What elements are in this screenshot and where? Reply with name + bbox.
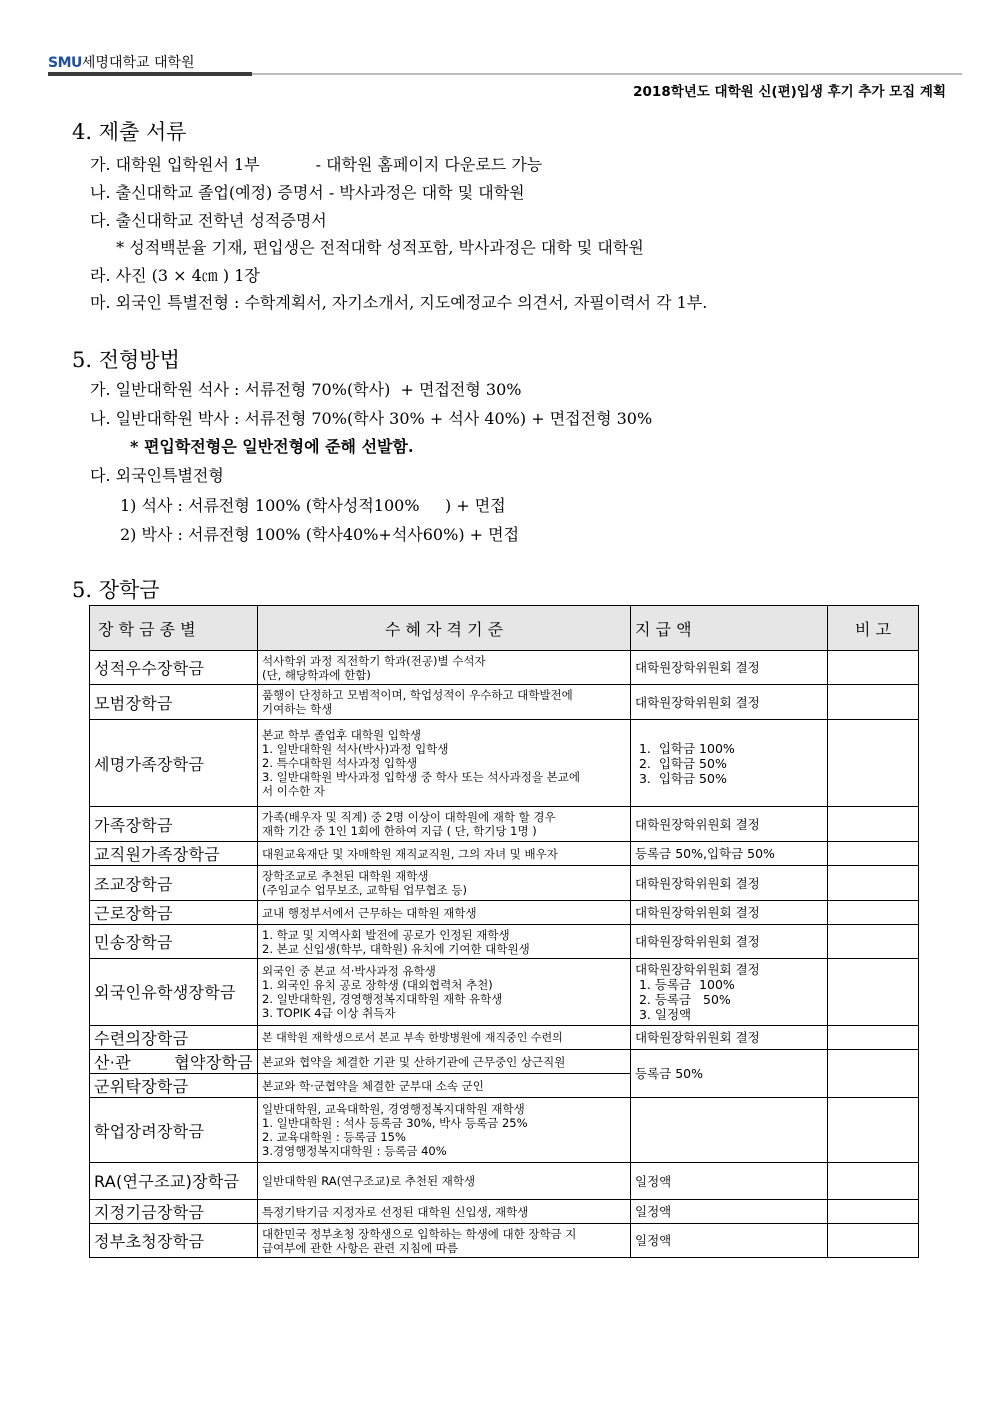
remark-cell xyxy=(828,1050,919,1098)
table-row xyxy=(90,1026,919,1050)
scholarship-name: 세명가족장학금 xyxy=(90,720,258,807)
table-row xyxy=(90,901,919,925)
criteria-cell: 일반대학원, 교육대학원, 경영행정복지대학원 재학생 1. 일반대학원 : 석사 등록금 30%, 박사 등록금 25% 2. 교육대학원 : 등록금 15% 3.경영행정복지대학원 : 등록금 40% xyxy=(258,1098,631,1163)
criteria-cell: 가족(배우자 및 직계) 중 2명 이상이 대학원에 재학 할 경우 재학 기간 중 1인 1회에 한하여 지급 ( 단, 학기당 1명 ) xyxy=(258,807,631,842)
remark-cell xyxy=(828,866,919,901)
amount-cell: 대학원장학위원회 결정 xyxy=(631,1026,828,1050)
table-row xyxy=(90,807,919,842)
criteria-cell: 본교 학부 졸업후 대학원 입학생 1. 일반대학원 석사(박사)과정 입학생 2. 특수대학원 석사과정 입학생 3. 일반대학원 박사과정 입학생 중 학사 또는 석사과정을 본교에 서 이수한 자 xyxy=(258,720,631,807)
amount-cell: 대학원장학위원회 결정 xyxy=(631,925,828,959)
remark-cell xyxy=(828,651,919,685)
table-row xyxy=(90,925,919,959)
selection-subitem: 2) 박사 : 서류전형 100% (학사40%+석사60%) + 면접 xyxy=(120,525,520,544)
header-cell: 수 혜 자 격 기 준 xyxy=(258,606,631,651)
header-cell: 비 고 xyxy=(828,606,919,651)
remark-cell xyxy=(828,1026,919,1050)
scholarship-table xyxy=(89,605,919,1258)
scholarship-name: 산·관 협약장학금 xyxy=(90,1050,258,1074)
criteria-cell: 대한민국 정부초청 장학생으로 입학하는 학생에 대한 장학금 지 급여부에 관한 사항은 관련 지침에 따름 xyxy=(258,1224,631,1258)
remark-cell xyxy=(828,807,919,842)
scholarship-name: 수련의장학금 xyxy=(90,1026,258,1050)
criteria-cell: 석사학위 과정 직전학기 학과(전공)별 수석자 (단, 해당학과에 한함) xyxy=(258,651,631,685)
doc-item: 마. 외국인 특별전형 : 수학계획서, 자기소개서, 지도예정교수 의견서, 자필이력서 각 1부. xyxy=(90,293,708,312)
remark-cell xyxy=(828,925,919,959)
amount-cell: 일정액 xyxy=(631,1163,828,1200)
scholarship-name: 군위탁장학금 xyxy=(90,1074,258,1098)
criteria-cell: 장학조교로 추천된 대학원 재학생 (주임교수 업무보조, 교학팀 업무협조 등) xyxy=(258,866,631,901)
doc-item: 다. 출신대학교 전학년 성적증명서 xyxy=(90,211,327,230)
amount-cell xyxy=(631,1098,828,1163)
doc-item: 라. 사진 (3 × 4㎝ ) 1장 xyxy=(90,266,260,285)
amount-cell: 대학원장학위원회 결정 xyxy=(631,807,828,842)
amount-cell: 등록금 50%,입학금 50% xyxy=(631,842,828,866)
section-title-selection: 5. 전형방법 xyxy=(72,348,180,372)
amount-cell: 대학원장학위원회 결정 xyxy=(631,685,828,720)
selection-item: 다. 외국인특별전형 xyxy=(90,466,224,485)
table-row xyxy=(90,651,919,685)
remark-cell xyxy=(828,842,919,866)
criteria-cell: 본 대학원 재학생으로서 본교 부속 한방병원에 재직중인 수련의 xyxy=(258,1026,631,1050)
amount-cell: 등록금 50% xyxy=(631,1050,828,1098)
scholarship-name: 성적우수장학금 xyxy=(90,651,258,685)
selection-note: * 편입학전형은 일반전형에 준해 선발함. xyxy=(130,437,414,456)
table-row xyxy=(90,1200,919,1224)
criteria-cell: 외국인 중 본교 석·박사과정 유학생 1. 외국인 유치 공로 장학생 (대외협력처 추천) 2. 일반대학원, 경영행정복지대학원 재학 유학생 3. TOPIK 4급 이상 취득자 xyxy=(258,959,631,1026)
criteria-cell: 1. 학교 및 지역사회 발전에 공로가 인정된 재학생 2. 본교 신입생(학부, 대학원) 유치에 기여한 대학원생 xyxy=(258,925,631,959)
scholarship-name: 근로장학금 xyxy=(90,901,258,925)
doc-item: 나. 출신대학교 졸업(예정) 증명서 - 박사과정은 대학 및 대학원 xyxy=(90,183,525,202)
remark-cell xyxy=(828,1163,919,1200)
document-title: 2018학년도 대학원 신(편)입생 후기 추가 모집 계획 xyxy=(633,84,946,100)
scholarship-name: 지정기금장학금 xyxy=(90,1200,258,1224)
scholarship-name: 민송장학금 xyxy=(90,925,258,959)
remark-cell xyxy=(828,720,919,807)
amount-cell: 대학원장학위원회 결정 xyxy=(631,866,828,901)
header-cell: 지 급 액 xyxy=(631,606,828,651)
amount-cell: 1. 입학금 100% 2. 입학금 50% 3. 입학금 50% xyxy=(631,720,828,807)
amount-cell: 대학원장학위원회 결정 xyxy=(631,651,828,685)
selection-item: 나. 일반대학원 박사 : 서류전형 70%(학사 30% + 석사 40%) + 면접전형 30% xyxy=(90,409,653,428)
scholarship-name: 가족장학금 xyxy=(90,807,258,842)
table-row xyxy=(90,842,919,866)
remark-cell xyxy=(828,901,919,925)
table-row xyxy=(90,1098,919,1163)
doc-item-note: * 성적백분율 기재, 편입생은 전적대학 성적포함, 박사과정은 대학 및 대학원 xyxy=(106,238,644,257)
scholarship-name: 학업장려장학금 xyxy=(90,1098,258,1163)
table-row xyxy=(90,1224,919,1258)
table-header-row xyxy=(90,606,919,651)
header-cell: 장 학 금 종 별 xyxy=(90,606,258,651)
scholarship-name: 외국인유학생장학금 xyxy=(90,959,258,1026)
criteria-cell: 일반대학원 RA(연구조교)로 추천된 재학생 xyxy=(258,1163,631,1200)
scholarship-name: 조교장학금 xyxy=(90,866,258,901)
header-rule xyxy=(48,72,962,76)
selection-subitem: 1) 석사 : 서류전형 100% (학사성적100% ) + 면접 xyxy=(120,496,506,515)
remark-cell xyxy=(828,1224,919,1258)
criteria-cell: 본교와 학·군협약을 체결한 군부대 소속 군인 xyxy=(258,1074,631,1098)
scholarship-name: RA(연구조교)장학금 xyxy=(90,1163,258,1200)
scholarship-name: 교직원가족장학금 xyxy=(90,842,258,866)
remark-cell xyxy=(828,1098,919,1163)
doc-item: 가. 대학원 입학원서 1부 - 대학원 홈페이지 다운로드 가능 xyxy=(90,155,543,174)
table-row xyxy=(90,720,919,807)
remark-cell xyxy=(828,1200,919,1224)
criteria-cell: 대원교육재단 및 자매학원 재직교직원, 그의 자녀 및 배우자 xyxy=(258,842,631,866)
smu-logo-mark: SMU xyxy=(48,55,82,71)
section-title-documents: 4. 제출 서류 xyxy=(72,120,187,144)
amount-cell: 대학원장학위원회 결정 xyxy=(631,901,828,925)
amount-cell: 일정액 xyxy=(631,1200,828,1224)
table-row xyxy=(90,1050,919,1074)
remark-cell xyxy=(828,959,919,1026)
criteria-cell: 교내 행정부서에서 근무하는 대학원 재학생 xyxy=(258,901,631,925)
scholarship-name: 모범장학금 xyxy=(90,685,258,720)
amount-cell: 대학원장학위원회 결정 1. 등록금 100% 2. 등록금 50% 3. 일정액 xyxy=(631,959,828,1026)
table-row xyxy=(90,866,919,901)
criteria-cell: 품행이 단정하고 모범적이며, 학업성적이 우수하고 대학발전에 기여하는 학생 xyxy=(258,685,631,720)
table-row xyxy=(90,1163,919,1200)
university-name: 세명대학교 대학원 xyxy=(81,55,195,71)
amount-cell: 일정액 xyxy=(631,1224,828,1258)
table-row xyxy=(90,685,919,720)
selection-item: 가. 일반대학원 석사 : 서류전형 70%(학사) + 면접전형 30% xyxy=(90,380,522,399)
criteria-cell: 본교와 협약을 체결한 기관 및 산하기관에 근무중인 상근직원 xyxy=(258,1050,631,1074)
criteria-cell: 특정기탁기금 지정자로 선정된 대학원 신입생, 재학생 xyxy=(258,1200,631,1224)
section-title-scholarship: 5. 장학금 xyxy=(72,578,160,602)
table-row xyxy=(90,959,919,1026)
remark-cell xyxy=(828,685,919,720)
university-logo xyxy=(48,52,195,72)
scholarship-name: 정부초청장학금 xyxy=(90,1224,258,1258)
